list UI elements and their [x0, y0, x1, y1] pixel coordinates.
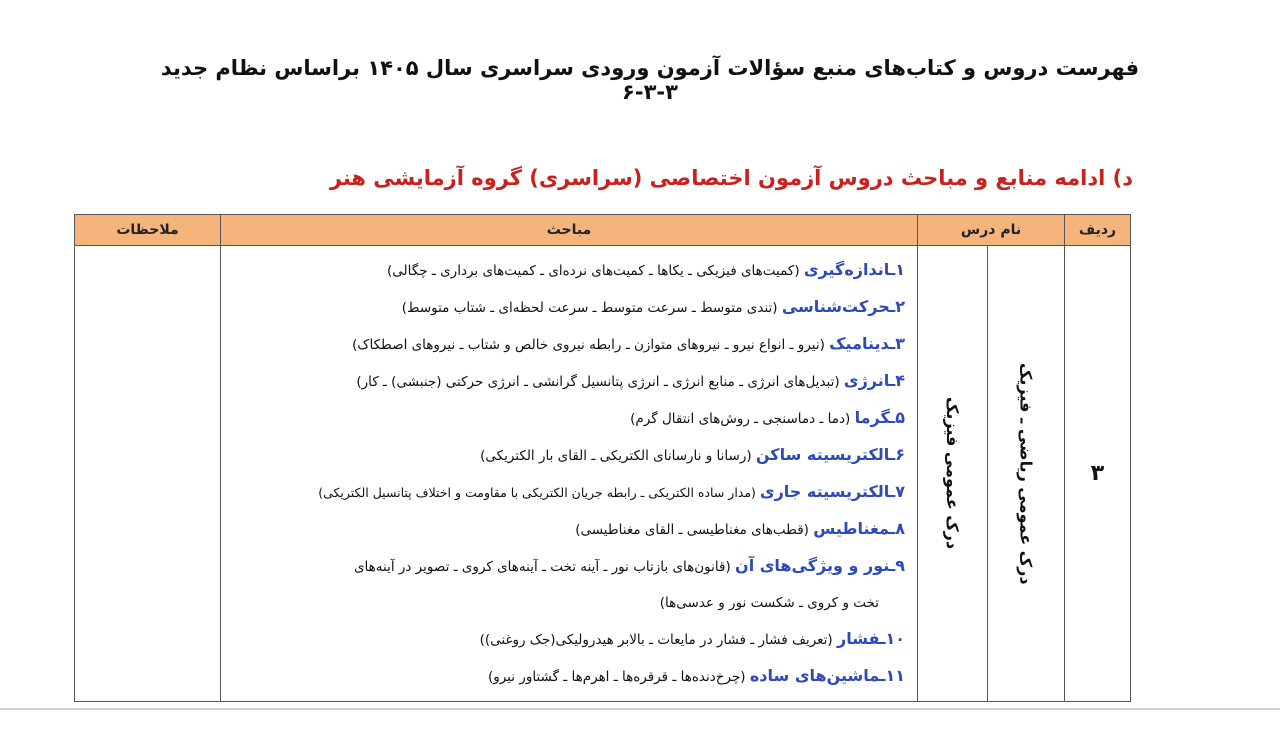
topic-item: ۹ـنور و ویژگی‌های آن (قانون‌های بازتاب نور ـ آینه تخت ـ آینه‌های کروی ـ تصویر در آینه‌های تخت و کروی ـ شکست نور و عدسی‌ها): [227, 548, 905, 621]
header-row-number: ردیف: [1065, 215, 1131, 246]
topic-item: ۱ـاندازه‌گیری (کمیت‌های فیزیکی ـ یکاها ـ کمیت‌های نرده‌ای ـ کمیت‌های برداری ـ چگالی): [387, 260, 905, 279]
topic-item: ۱۱ـماشین‌های ساده (چرخ‌دنده‌ها ـ قرقره‌ها ـ اهرم‌ها ـ گشتاور نیرو): [487, 666, 905, 685]
bottom-divider: [0, 708, 1280, 710]
page-title: فهرست دروس و کتاب‌های منبع سؤالات آزمون ورودی سراسری سال ۱۴۰۵ براساس نظام جدید ۳-۳-۶: [160, 56, 1140, 104]
topic-item: ۶ـالکتریسیته ساکن (رسانا و نارسانای الکتریکی ـ القای بار الکتریکی): [480, 445, 905, 464]
course-group-cell: [988, 246, 1065, 702]
syllabus-table: [74, 214, 1131, 702]
table-header-row: [75, 215, 1131, 246]
topic-item: ۳ـدینامیک (نیرو ـ انواع نیرو ـ نیروهای متوازن ـ رابطه نیروی خالص و شتاب ـ نیروهای اصطکاک): [352, 334, 905, 353]
course-sub-label: درک عمومی فیزیک: [943, 397, 962, 550]
topic-item: ۲ـحرکت‌شناسی (تندی متوسط ـ سرعت متوسط ـ سرعت لحظه‌ای ـ شتاب متوسط): [401, 297, 905, 316]
header-notes: ملاحظات: [75, 215, 221, 246]
topics-cell: [221, 246, 918, 702]
topic-item: ۵ـگرما (دما ـ دماسنجی ـ روش‌های انتقال گرم): [630, 408, 905, 427]
section-title: د) ادامه منابع و مباحث دروس آزمون اختصاصی (سراسری) گروه آزمایشی هنر: [329, 166, 1133, 190]
header-topics: مباحث: [221, 215, 918, 246]
course-sub-cell: [918, 246, 988, 702]
topic-item: ۷ـالکتریسیته جاری (مدار ساده الکتریکی ـ رابطه جریان الکتریکی با مقاومت و اختلاف پتانسیل الکتریکی): [318, 482, 905, 501]
table-row: [75, 246, 1131, 702]
topic-item: ۱۰ـفشار (تعریف فشار ـ فشار در مایعات ـ بالابر هیدرولیکی(جک روغنی)): [479, 629, 905, 648]
row-number: ۳: [1065, 246, 1131, 702]
topic-continuation: تخت و کروی ـ شکست نور و عدسی‌ها): [659, 595, 879, 611]
header-course-name: نام درس: [918, 215, 1065, 246]
topic-item: ۸ـمغناطیس (قطب‌های مغناطیسی ـ القای مغناطیسی): [575, 519, 905, 538]
course-group-label: درک عمومی ریاضی ـ فیزیک: [1016, 362, 1036, 585]
topic-item: ۴ـانرژی (تبدیل‌های انرژی ـ منابع انرژی ـ انرژی پتانسیل گرانشی ـ انرژی حرکتی (جنبشی) ـ کار): [356, 371, 905, 390]
notes-cell: [75, 246, 221, 702]
